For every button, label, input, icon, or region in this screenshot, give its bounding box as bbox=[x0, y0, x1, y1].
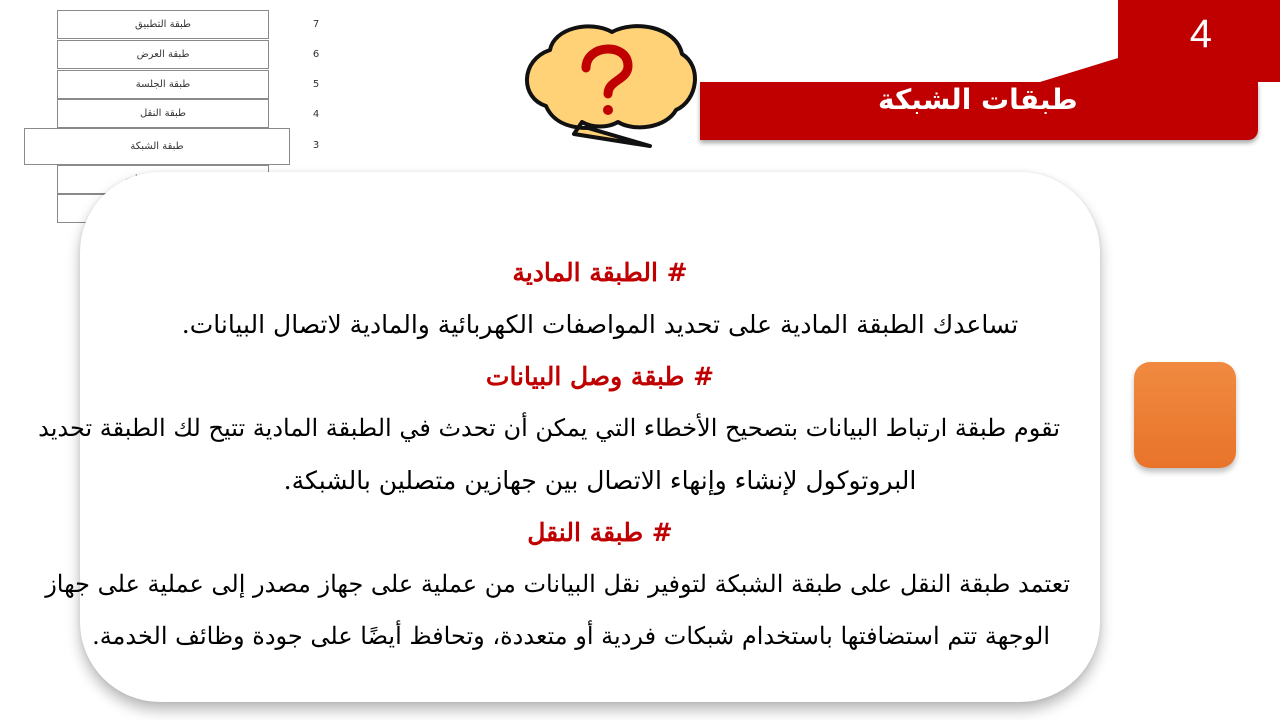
question-bubble-icon bbox=[516, 18, 700, 148]
datalink-layer-text-line-2: البروتوكول لإنشاء وإنهاء الاتصال بين جهازين متصلين بالشبكة. bbox=[283, 466, 917, 495]
transport-layer-text-line-1: تعتمد طبقة النقل على طبقة الشبكة لتوفير نقل البيانات من عملية على جهاز مصدر إلى عملية على جهاز bbox=[45, 570, 1070, 598]
osi-layer-number: 3 bbox=[312, 140, 320, 151]
physical-layer-text: تساعدك الطبقة المادية على تحديد المواصفات الكهربائية والمادية لاتصال البيانات. bbox=[181, 310, 1019, 339]
osi-layer-row bbox=[57, 40, 269, 69]
osi-layer-label: طبقة العرض bbox=[136, 49, 190, 60]
transport-layer-text-line-2: الوجهة تتم استضافتها باستخدام شبكات فردية أو متعددة، وتحافظ أيضًا على جودة وظائف الخدمة. bbox=[92, 622, 1050, 650]
osi-layer-label: طبقة النقل bbox=[139, 108, 187, 119]
osi-layer-row-highlighted bbox=[24, 128, 290, 165]
osi-layer-label: طبقة الجلسة bbox=[135, 79, 191, 90]
osi-layer-row bbox=[57, 70, 269, 99]
datalink-layer-heading: # طبقة وصل البيانات bbox=[485, 362, 715, 391]
transport-layer-heading: # طبقة النقل bbox=[527, 518, 673, 547]
osi-layer-number: 4 bbox=[312, 109, 320, 120]
decorative-orange-square bbox=[1134, 362, 1236, 468]
banner-ribbon-shape bbox=[1040, 0, 1280, 85]
datalink-layer-text-line-1: تقوم طبقة ارتباط البيانات بتصحيح الأخطاء التي يمكن أن تحدث في الطبقة المادية تتيح لك الطبقة تحديد bbox=[38, 414, 1060, 442]
slide-title: طبقات الشبكة bbox=[878, 83, 1078, 116]
osi-layer-row bbox=[57, 99, 269, 128]
osi-layer-label: طبقة الشبكة bbox=[130, 141, 184, 152]
osi-layer-label: طبقة التطبيق bbox=[135, 19, 191, 30]
page-number: 4 bbox=[1189, 12, 1212, 56]
physical-layer-heading: # الطبقة المادية bbox=[512, 258, 688, 287]
osi-layer-row bbox=[57, 10, 269, 39]
osi-layer-number: 5 bbox=[312, 79, 320, 90]
osi-layer-number: 6 bbox=[312, 49, 320, 60]
osi-layer-number: 7 bbox=[312, 19, 320, 30]
